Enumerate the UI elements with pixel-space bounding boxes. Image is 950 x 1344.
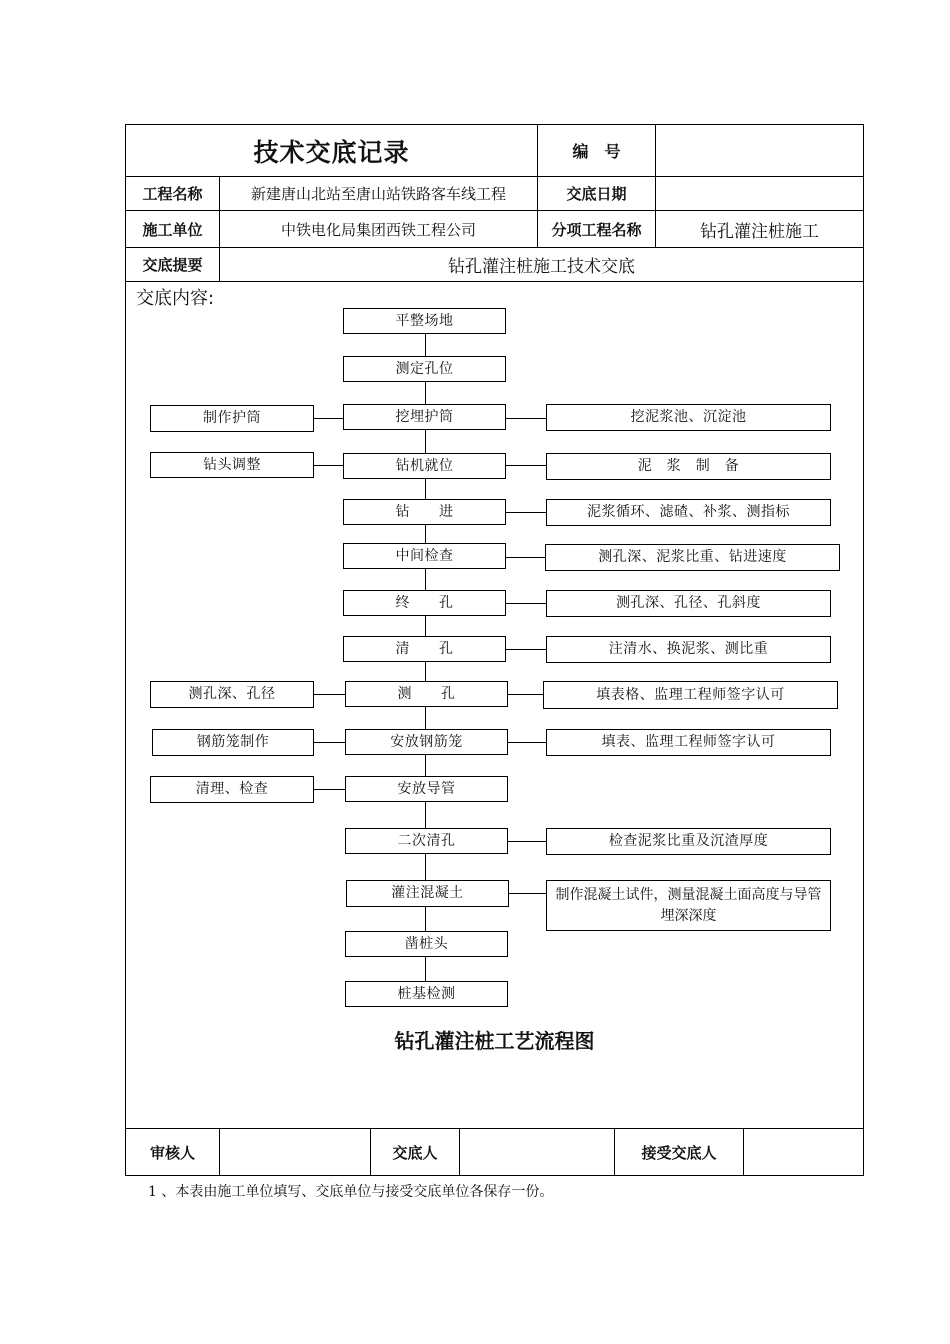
flow-step: 凿桩头 bbox=[345, 931, 508, 957]
row-divider bbox=[125, 281, 864, 282]
flow-left-note: 清理、检查 bbox=[150, 776, 314, 803]
flow-right-note: 制作混凝土试件，测量混凝土面高度与导管埋深深度 bbox=[546, 880, 831, 931]
flow-right-note: 测孔深、泥浆比重、钻进速度 bbox=[545, 544, 840, 571]
connector bbox=[313, 789, 345, 790]
flow-step: 灌注混凝土 bbox=[346, 880, 509, 907]
content-label: 交底内容: bbox=[136, 288, 215, 309]
date-value bbox=[656, 177, 863, 210]
footnote: 1 、本表由施工单位填写、交底单位与接受交底单位各保存一份。 bbox=[148, 1184, 554, 1200]
flow-left-note: 钻头调整 bbox=[150, 452, 314, 478]
connector bbox=[314, 742, 345, 743]
flowchart-title: 钻孔灌注桩工艺流程图 bbox=[394, 1028, 595, 1053]
flow-right-note: 泥浆循环、滤碴、补浆、测指标 bbox=[546, 499, 831, 526]
flow-step: 二次清孔 bbox=[345, 828, 508, 854]
connector bbox=[505, 512, 546, 513]
connector bbox=[505, 465, 546, 466]
date-label: 交底日期 bbox=[566, 185, 627, 203]
flow-step: 平整场地 bbox=[343, 308, 506, 334]
page-title: 技术交底记录 bbox=[253, 137, 410, 167]
receiver-value bbox=[744, 1129, 863, 1176]
flow-left-note: 测孔深、孔径 bbox=[150, 681, 314, 708]
connector bbox=[313, 418, 344, 419]
connector bbox=[505, 649, 546, 650]
discloser-value bbox=[460, 1129, 614, 1176]
connector bbox=[508, 893, 546, 894]
flow-step: 桩基检测 bbox=[345, 981, 508, 1007]
reviewer-value bbox=[220, 1129, 370, 1176]
number-label: 编 号 bbox=[572, 142, 621, 161]
flow-step: 清 孔 bbox=[343, 636, 506, 662]
flow-right-note: 填表格、监理工程师签字认可 bbox=[543, 681, 838, 709]
summary-text: 钻孔灌注桩施工技术交底 bbox=[448, 257, 635, 277]
flow-step: 挖埋护筒 bbox=[343, 404, 506, 430]
connector bbox=[505, 603, 546, 604]
connector bbox=[507, 694, 543, 695]
summary-label: 交底提要 bbox=[142, 256, 203, 274]
discloser-label: 交底人 bbox=[392, 1144, 438, 1162]
receiver-label: 接受交底人 bbox=[641, 1144, 717, 1162]
connector bbox=[505, 418, 546, 419]
connector bbox=[507, 841, 546, 842]
flow-right-note: 挖泥浆池、沉淀池 bbox=[546, 404, 831, 431]
construction-unit: 中铁电化局集团西铁工程公司 bbox=[280, 220, 476, 239]
connector bbox=[313, 465, 344, 466]
sub-project-name: 钻孔灌注桩施工 bbox=[700, 221, 819, 242]
unit-label: 施工单位 bbox=[142, 220, 203, 239]
flow-right-note: 填表、监理工程师签字认可 bbox=[546, 729, 831, 756]
connector bbox=[313, 694, 345, 695]
project-name: 新建唐山北站至唐山站铁路客车线工程 bbox=[250, 185, 506, 203]
reviewer-label: 审核人 bbox=[149, 1144, 195, 1162]
flow-step: 终 孔 bbox=[343, 590, 506, 616]
flow-step: 安放钢筋笼 bbox=[345, 729, 508, 755]
flow-right-note: 注清水、换泥浆、测比重 bbox=[546, 636, 831, 663]
connector bbox=[505, 557, 545, 558]
flow-step: 钻 进 bbox=[343, 499, 506, 525]
number-value bbox=[656, 125, 863, 176]
connector bbox=[507, 742, 546, 743]
flow-left-note: 制作护筒 bbox=[150, 405, 314, 432]
flow-left-note: 钢筋笼制作 bbox=[152, 729, 314, 756]
flow-right-note: 泥 浆 制 备 bbox=[546, 453, 831, 480]
project-name-label: 工程名称 bbox=[142, 185, 203, 203]
flow-step: 测 孔 bbox=[345, 681, 508, 707]
flow-step: 中间检查 bbox=[343, 543, 506, 569]
flow-step: 钻机就位 bbox=[343, 453, 506, 479]
flow-step: 安放导管 bbox=[345, 776, 508, 802]
flow-right-note: 检查泥浆比重及沉渣厚度 bbox=[546, 828, 831, 855]
sub-project-label: 分项工程名称 bbox=[551, 220, 642, 239]
flow-right-note: 测孔深、孔径、孔斜度 bbox=[546, 590, 831, 617]
flow-step: 测定孔位 bbox=[343, 356, 506, 382]
